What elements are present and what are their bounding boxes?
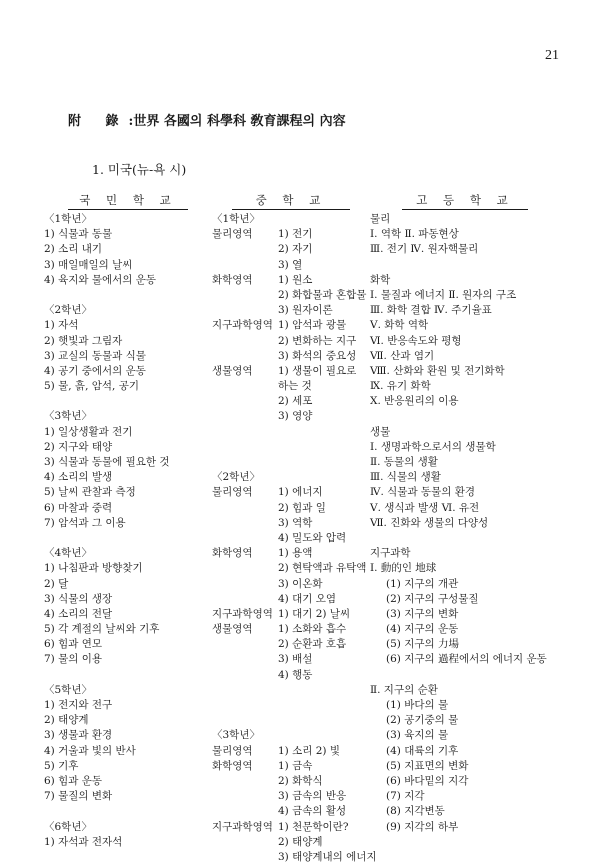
middle-row [212,531,392,546]
high-line: 생물 [370,425,391,438]
middle-item: 3) 역학 [278,516,313,529]
high-line: Ⅲ. 전기 Ⅳ. 원자핵물리 [370,243,479,256]
middle-row [212,577,392,592]
high-line: Ⅹ. 반응원리의 이용 [370,395,459,408]
elementary-line: 5) 기후 [44,759,79,772]
elementary-line: 4) 육지와 물에서의 운동 [44,273,157,286]
middle-item: 3) 금속의 반응 [278,790,347,803]
middle-item: 2) 태양계 [278,835,323,848]
high-line: (3) 육지의 물 [386,729,449,742]
middle-item: 1) 원소 [278,273,313,286]
middle-row [212,850,392,865]
elementary-line: 1) 자석과 전자석 [44,835,123,848]
high-line: Ⅶ. 진화와 생물의 다양성 [370,516,489,529]
high-line: (7) 지각 [386,790,425,803]
middle-row [212,728,392,743]
high-line: Ⅴ. 화학 역학 [370,319,429,332]
middle-area-label: 지구과학영역 [212,607,273,620]
elementary-line: 2) 소리 내기 [44,243,103,256]
middle-row [212,470,392,485]
elementary-line: 〈1학년〉 [44,213,92,225]
middle-row [212,364,392,379]
elementary-line: 7) 암석과 그 이용 [44,516,126,529]
elementary-line: 6) 힘과 연모 [44,638,103,651]
middle-area-label: 지구과학영역 [212,820,273,833]
middle-item: 4) 대기 오염 [278,592,337,605]
middle-row [212,242,392,257]
elementary-line: 1) 식물과 동물 [44,228,113,241]
middle-row [212,774,392,789]
middle-item: 2) 순환과 호흡 [278,638,347,651]
elementary-line: 2) 햇빛과 그림자 [44,334,123,347]
high-line: (1) 지구의 개관 [386,577,459,590]
column-header-middle: 중 학 교 [232,192,350,210]
middle-area-label: 지구과학영역 [212,319,273,332]
elementary-line: 1) 나침판과 방향찾기 [44,562,143,575]
high-line: Ⅸ. 유기 화학 [370,380,431,393]
middle-row [212,820,392,835]
middle-row [212,334,392,349]
middle-item: 2) 현탁액과 유탁액 [278,562,367,575]
middle-item: 1) 암석과 광물 [278,319,347,332]
appendix-title: 世界 各國의 科學科 敎育課程의 內容 [133,114,346,129]
high-line: Ⅴ. 생식과 발생 Ⅵ. 유전 [370,501,480,514]
high-line: Ⅰ. 생명과학으로서의 생물학 [370,440,496,453]
middle-row [212,607,392,622]
middle-row [212,455,392,470]
middle-row [212,744,392,759]
middle-row [212,561,392,576]
high-line: Ⅰ. 動的인 地球 [370,562,437,575]
elementary-line: 4) 소리의 발생 [44,471,113,484]
high-line: (6) 바다밑의 지각 [386,774,469,787]
middle-area-label: 물리영역 [212,228,253,241]
middle-area-label: 생물영역 [212,364,253,377]
middle-area-label: 화학영역 [212,547,253,560]
middle-column [212,212,392,865]
high-line: Ⅰ. 역학 Ⅱ. 파동현상 [370,228,459,241]
elementary-line: 4) 공기 중에서의 운동 [44,364,146,377]
middle-item: 1) 용액 [278,547,313,560]
elementary-line: 4) 거울과 빛의 반사 [44,744,136,757]
elementary-line: 〈6학년〉 [44,820,92,833]
page-number: 21 [545,48,559,63]
middle-row [212,668,392,683]
middle-row [212,227,392,242]
elementary-line: 3) 매일매일의 날씨 [44,258,133,271]
middle-row [212,835,392,850]
high-line: Ⅵ. 반응속도와 평형 [370,334,462,347]
elementary-line: 2) 태양계 [44,714,89,727]
middle-area-label: 〈1학년〉 [212,213,260,225]
middle-item: 1) 금속 [278,759,313,772]
middle-item: 3) 화석의 중요성 [278,349,357,362]
middle-item: 1) 천문학이란? [278,820,349,833]
high-line: (8) 지각변동 [386,805,445,818]
elementary-line [44,668,170,683]
middle-item: 3) 원자이론 [278,304,333,317]
elementary-line: 〈3학년〉 [44,410,92,423]
middle-row [212,409,392,424]
high-line: (4) 대륙의 기후 [386,744,459,757]
elementary-line: 2) 지구와 태양 [44,440,113,453]
middle-area-label: 화학영역 [212,273,253,286]
elementary-line: 6) 힘과 운동 [44,774,103,787]
high-line: (3) 지구의 변화 [386,607,459,620]
middle-row [212,546,392,561]
middle-row [212,425,392,440]
elementary-line: 〈4학년〉 [44,547,92,560]
middle-row [212,212,392,227]
middle-area-label: 〈2학년〉 [212,471,260,484]
middle-area-label: 물리영역 [212,486,253,499]
middle-item: 1) 소화와 흡수 [278,623,347,636]
high-line: Ⅱ. 지구의 순환 [370,683,438,696]
middle-row [212,789,392,804]
high-line [370,409,547,424]
middle-item: 1) 에너지 [278,486,323,499]
middle-row [212,759,392,774]
elementary-line: 3) 교실의 동물과 식물 [44,349,146,362]
middle-row [212,394,392,409]
middle-item: 4) 밀도와 압력 [278,531,347,544]
middle-item: 3) 배설 [278,653,313,666]
elementary-line: 3) 생물과 환경 [44,729,113,742]
high-line [370,668,547,683]
middle-item: 1) 생물이 필요로 [278,364,357,377]
middle-row [212,713,392,728]
middle-row [212,804,392,819]
high-line: (2) 지구의 구성물질 [386,592,479,605]
middle-area-label: 화학영역 [212,759,253,772]
high-line: (2) 공기중의 물 [386,714,459,727]
middle-item: 하는 것 [278,380,312,393]
elementary-line: 7) 물의 이용 [44,653,103,666]
middle-item: 1) 대기 2) 날씨 [278,607,351,620]
column-header-elementary: 국 민 학 교 [68,192,188,210]
middle-row [212,637,392,652]
elementary-line [44,394,170,409]
elementary-line: 3) 식물과 동물에 필요한 것 [44,456,170,468]
middle-item: 3) 태양계내의 에너지 [278,850,377,863]
middle-item: 3) 영양 [278,410,313,423]
high-line: Ⅷ. 산화와 환원 및 전기화학 [370,364,505,377]
middle-row [212,501,392,516]
elementary-line: 5) 물, 흙, 암석, 공기 [44,380,139,393]
elementary-column [44,212,170,850]
high-line: Ⅳ. 식물과 동물의 환경 [370,486,475,499]
middle-row [212,698,392,713]
elementary-line: 〈5학년〉 [44,683,92,696]
high-line: 화학 [370,273,391,286]
middle-item: 3) 이온화 [278,577,323,590]
elementary-line: 6) 마찰과 중력 [44,501,113,514]
middle-item: 2) 자기 [278,243,313,256]
high-column [370,212,547,835]
high-line: (5) 지표면의 변화 [386,759,469,772]
middle-row [212,516,392,531]
high-line [370,258,547,273]
middle-row [212,592,392,607]
middle-area-label: 〈3학년〉 [212,729,260,742]
middle-row [212,440,392,455]
elementary-line: 〈2학년〉 [44,304,92,317]
middle-row [212,379,392,394]
elementary-line: 4) 소리의 전달 [44,607,113,620]
middle-area-label: 물리영역 [212,744,253,757]
middle-row [212,318,392,333]
high-line: 물리 [370,213,391,225]
middle-item: 4) 행동 [278,668,313,681]
middle-row [212,349,392,364]
middle-item: 2) 세포 [278,395,313,408]
elementary-line: 5) 날씨 관찰과 측정 [44,486,136,499]
middle-item: 1) 전기 [278,228,313,241]
middle-row [212,303,392,318]
high-line: Ⅶ. 산과 염기 [370,349,435,362]
high-line: Ⅲ. 식물의 생활 [370,471,441,484]
elementary-line: 5) 각 계절의 날씨와 기후 [44,623,160,636]
middle-item: 2) 힘과 일 [278,501,326,514]
middle-item: 4) 금속의 활성 [278,805,347,818]
elementary-line: 1) 일상생활과 전기 [44,425,133,438]
elementary-line [44,804,170,819]
appendix-heading: 附 錄:世界 各國의 科學科 敎育課程의 內容 [68,114,346,129]
elementary-line: 7) 물질의 변화 [44,790,113,803]
middle-row [212,652,392,667]
middle-area-label: 생물영역 [212,623,253,636]
high-line: (6) 지구의 過程에서의 에너지 운동 [386,653,547,666]
high-line: Ⅱ. 동물의 생활 [370,456,438,468]
middle-item: 2) 변화하는 지구 [278,334,357,347]
middle-row [212,288,392,303]
high-line: Ⅲ. 화학 결합 Ⅳ. 주기율표 [370,304,492,317]
appendix-label: 附 錄 [68,114,129,129]
elementary-line: 1) 자석 [44,319,79,332]
column-header-high: 고 등 학 교 [402,192,528,210]
high-line: 지구과학 [370,547,411,560]
middle-row [212,273,392,288]
elementary-line [44,531,170,546]
section-title: 1. 미국(뉴-욕 시) [92,162,187,177]
high-line: Ⅰ. 물질과 에너지 Ⅱ. 원자의 구조 [370,288,517,301]
elementary-line: 2) 달 [44,577,69,590]
middle-item: 1) 소리 2) 빛 [278,744,340,757]
high-line: (4) 지구의 운동 [386,623,459,636]
elementary-line: 3) 식물의 생장 [44,592,113,605]
middle-item: 2) 화학식 [278,774,323,787]
middle-row [212,622,392,637]
high-line: (1) 바다의 물 [386,699,449,711]
middle-row [212,683,392,698]
middle-row [212,485,392,500]
middle-row [212,258,392,273]
elementary-line: 1) 전지와 전구 [44,699,113,711]
high-line: (5) 지구의 力場 [386,638,459,651]
high-line: (9) 지각의 하부 [386,820,459,833]
middle-item: 3) 열 [278,258,303,271]
middle-item: 2) 화합물과 혼합물 [278,288,367,301]
elementary-line [44,288,170,303]
high-line [370,531,547,546]
